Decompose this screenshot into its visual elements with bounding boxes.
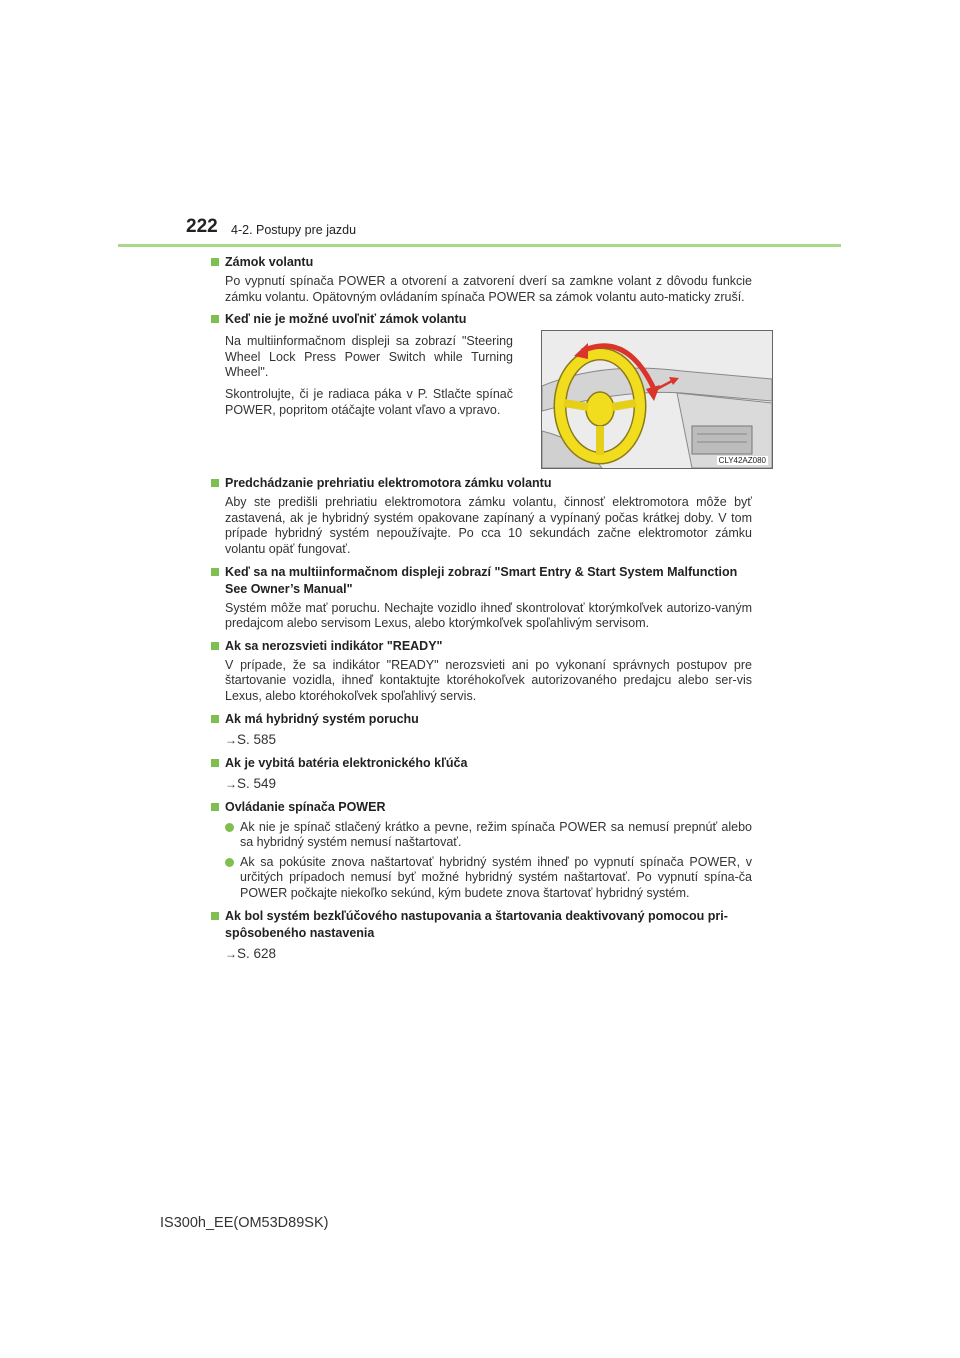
steering-wheel-drawing xyxy=(542,331,772,468)
section-lock-release xyxy=(210,311,766,469)
list-item: Ak sa pokúsite znova naštartovať hybridný systém ihneď po vypnutí spínača POWER, v určitých prípadoch nemusí byť možné hybridný systém naštartovať. Po vypnutí spína-ča POWER počkajte niekoľko sekúnd, kým budete znova štartovať hybridný systém. xyxy=(225,855,752,902)
steering-wheel-illustration xyxy=(541,330,773,469)
running-head: 4-2. Postupy pre jazdu xyxy=(231,223,357,237)
square-bullet-icon xyxy=(211,642,219,650)
section-title: Ak bol systém bezkľúčového nastupovania a štartovania deaktivovaný pomocou pri-spôsobeného nastavenia xyxy=(225,908,728,940)
arrow-right-icon: → xyxy=(225,946,237,961)
section-ready-indicator xyxy=(210,638,752,705)
round-bullet-icon xyxy=(225,823,234,832)
square-bullet-icon xyxy=(211,258,219,266)
section-title: Zámok volantu xyxy=(225,255,314,269)
footer-model-code: IS300h_EE(OM53D89SK) xyxy=(160,1215,329,1231)
square-bullet-icon xyxy=(211,803,219,811)
square-bullet-icon xyxy=(211,315,219,323)
square-bullet-icon xyxy=(211,759,219,767)
page-number: 222 xyxy=(186,216,218,237)
square-bullet-icon xyxy=(211,912,219,920)
section-overheat xyxy=(210,475,752,557)
section-title: Ak má hybridný systém poruchu xyxy=(225,711,419,726)
square-bullet-icon xyxy=(211,568,219,576)
section-key-battery xyxy=(210,755,752,794)
page-content xyxy=(210,254,766,969)
figure-code: CLY42AZ080 xyxy=(718,456,766,466)
header-rule xyxy=(118,244,841,247)
page-reference: →S. 628 xyxy=(225,945,277,961)
section-title: Ak je vybitá batéria elektronického kľúča xyxy=(225,755,468,770)
section-text: Po vypnutí spínača POWER a otvorení a zatvorení dverí sa zamkne volant z dôvodu funkcie zámku volantu. Opätovným ovládaním spínača POWER sa zámok volantu auto-maticky zruší. xyxy=(225,274,752,304)
section-text: Aby ste predišli prehriatiu elektromotora zámku volantu, činnosť elektromotora môže byť zastavená, ak je hybridný systém opakovane zapínaný a vypínaný počas krátkej doby. V tom prípade hybridný systém nepoužívajte. Po cca 10 sekundách začne elektromotor zámku volantu opäť fungovať. xyxy=(225,495,752,556)
section-title: Keď nie je možné uvoľniť zámok volantu xyxy=(225,312,467,327)
section-keyless-deactivated xyxy=(210,908,752,964)
section-paragraph: Na multiinformačnom displeji sa zobrazí "Steering Wheel Lock Press Power Switch while Turning Wheel". xyxy=(225,334,513,380)
section-text: Systém môže mať poruchu. Nechajte vozidlo ihneď skontrolovať ktorýmkoľvek autorizo-vaným predajcom alebo servisom Lexus, alebo ktorýmkoľvek spoľahlivým servisom. xyxy=(225,600,752,631)
section-hybrid-fault xyxy=(210,711,752,750)
section-title: Predchádzanie prehriatiu elektromotora zámku volantu xyxy=(225,476,552,491)
round-bullet-icon xyxy=(225,858,234,867)
page-reference: →S. 585 xyxy=(225,731,277,747)
arrow-right-icon: → xyxy=(225,776,237,791)
list-item: Ak nie je spínač stlačený krátko a pevne, režim spínača POWER sa nemusí prepnúť alebo sa hybridný systém nemusí naštartovať. xyxy=(225,820,752,851)
square-bullet-icon xyxy=(211,479,219,487)
page-reference: →S. 549 xyxy=(225,775,277,791)
square-bullet-icon xyxy=(211,715,219,723)
arrow-right-icon: → xyxy=(225,732,237,747)
section-paragraph: Skontrolujte, či je radiaca páka v P. Stlačte spínač POWER, popritom otáčajte volant vľavo a vpravo. xyxy=(225,386,513,417)
section-title: Ak sa nerozsvieti indikátor "READY" xyxy=(225,638,443,653)
section-steering-lock xyxy=(210,254,752,305)
section-title: Keď sa na multiinformačnom displeji zobrazí "Smart Entry & Start System Malfunction See Owner’s Manual" xyxy=(225,564,738,596)
section-text: V prípade, že sa indikátor "READY" nerozsvieti ani po vykonaní správnych postupov pre štartovanie vozidla, ihneď kontaktujte ktoréhokoľvek autorizovaného predajcu alebo ser-vis Lexus, alebo ktoréhokoľvek spoľahlivý servis. xyxy=(225,657,752,703)
section-malfunction-message xyxy=(210,564,752,632)
section-title: Ovládanie spínača POWER xyxy=(225,799,386,814)
section-power-switch xyxy=(210,799,752,902)
